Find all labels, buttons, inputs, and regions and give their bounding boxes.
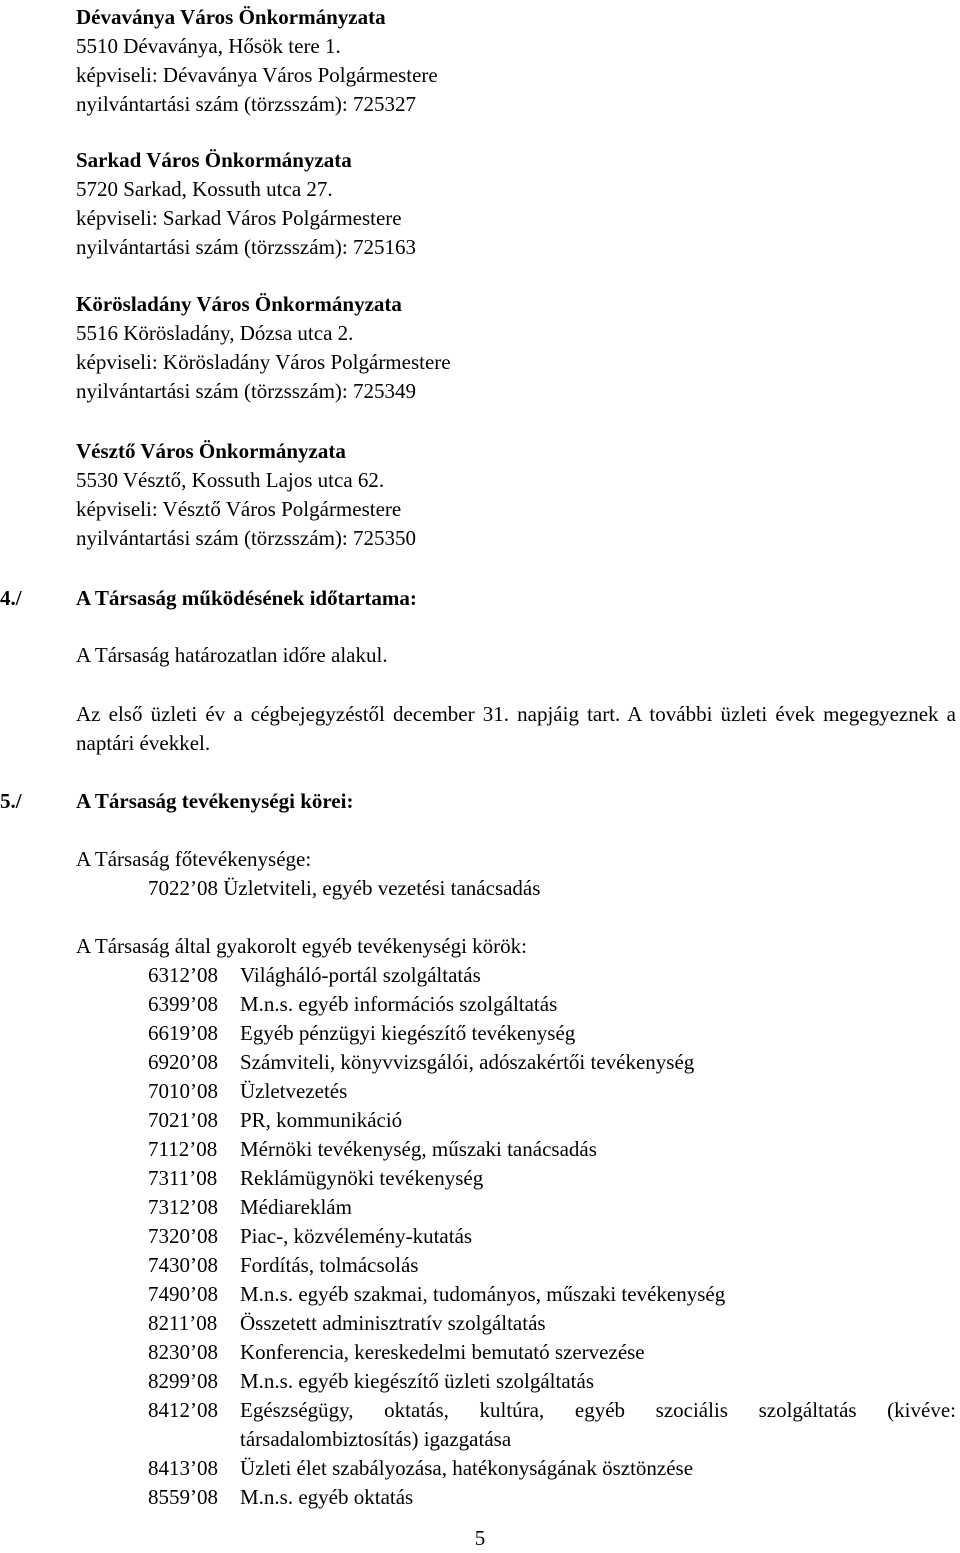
activity-code: 8559’08 [148,1485,218,1509]
activity-description: M.n.s. egyéb szakmai, tudományos, műszaki tevékenység [240,1282,726,1306]
section-4-title: A Társaság működésének időtartama: [76,586,417,610]
list-item [148,1164,956,1193]
activity-code: 8413’08 [148,1456,218,1480]
activity-list [148,961,956,1512]
list-item [148,1367,956,1396]
activity-description: M.n.s. egyéb kiegészítő üzleti szolgáltatás [240,1369,594,1393]
list-item [148,1222,956,1251]
member-block-koroslodany [76,290,936,406]
activity-description: M.n.s. egyéb oktatás [240,1485,414,1509]
activity-description: Fordítás, tolmácsolás [240,1253,419,1277]
list-item [148,1251,956,1280]
member-registration: nyilvántartási szám (törzsszám): 725163 [76,235,416,259]
member-representative: képviseli: Vésztő Város Polgármestere [76,497,402,521]
list-item [148,1106,956,1135]
main-activity-label: A Társaság főtevékenysége: [76,847,312,871]
activity-description: Világháló-portál szolgáltatás [240,963,481,987]
activity-description: Egészségügy, oktatás, kultúra, egyéb szociális szolgáltatás (kivéve: társadalombiztosítás) igazgatása [240,1398,956,1451]
member-name: Dévaványa Város Önkormányzata [76,5,386,29]
activity-code: 6399’08 [148,992,218,1016]
list-item [148,990,956,1019]
page-number: 5 [474,1526,486,1550]
activity-description: Konferencia, kereskedelmi bemutató szervezése [240,1340,645,1364]
member-representative: képviseli: Dévaványa Város Polgármestere [76,63,438,87]
other-activities-label: A Társaság által gyakorolt egyéb tevékenységi körök: [76,934,527,958]
activity-description: Számviteli, könyvvizsgálói, adószakértői tevékenység [240,1050,695,1074]
member-block-veszto [76,437,936,553]
list-item [148,961,956,990]
activity-code: 8230’08 [148,1340,218,1364]
activity-description: Üzleti élet szabályozása, hatékonyságának ösztönzése [240,1456,694,1480]
list-item [148,1338,956,1367]
activity-description: Összetett adminisztratív szolgáltatás [240,1311,546,1335]
list-item [148,1280,956,1309]
activity-description: Egyéb pénzügyi kiegészítő tevékenység [240,1021,576,1045]
activity-code: 7021’08 [148,1108,218,1132]
activity-code: 7311’08 [148,1166,218,1190]
member-representative: képviseli: Körösladány Város Polgármestere [76,350,451,374]
activity-code: 7490’08 [148,1282,218,1306]
list-item [148,1019,956,1048]
list-item [148,1193,956,1222]
list-item [148,1309,956,1338]
member-registration: nyilvántartási szám (törzsszám): 725327 [76,92,416,116]
member-address: 5510 Dévaványa, Hősök tere 1. [76,34,341,58]
member-address: 5516 Körösladány, Dózsa utca 2. [76,321,354,345]
activity-code: 8299’08 [148,1369,218,1393]
activity-description: M.n.s. egyéb információs szolgáltatás [240,992,558,1016]
activity-description: Piac-, közvélemény-kutatás [240,1224,473,1248]
list-item [148,1396,956,1454]
activity-code: 8412’08 [148,1398,218,1422]
activity-code: 8211’08 [148,1311,218,1335]
activity-description: PR, kommunikáció [240,1108,403,1132]
member-registration: nyilvántartási szám (törzsszám): 725350 [76,526,416,550]
activity-code: 7312’08 [148,1195,218,1219]
activity-description: Reklámügynöki tevékenység [240,1166,484,1190]
activity-code: 6920’08 [148,1050,218,1074]
section-5-number: 5./ [0,789,22,813]
activity-description: Üzletvezetés [240,1079,348,1103]
activity-code: 7112’08 [148,1137,218,1161]
list-item [148,1135,956,1164]
activity-code: 7320’08 [148,1224,218,1248]
main-activity: 7022’08 Üzletviteli, egyéb vezetési tanácsadás [148,876,541,900]
activity-code: 7010’08 [148,1079,218,1103]
member-block-devavanya [76,3,936,119]
activity-code: 7430’08 [148,1253,218,1277]
member-name: Vésztő Város Önkormányzata [76,439,346,463]
list-item [148,1454,956,1483]
section-4-paragraph-1: A Társaság határozatlan időre alakul. [76,643,388,667]
activity-code: 6312’08 [148,963,218,987]
activity-description: Médiareklám [240,1195,352,1219]
member-address: 5530 Vésztő, Kossuth Lajos utca 62. [76,468,385,492]
section-5-title: A Társaság tevékenységi körei: [76,789,354,813]
member-name: Körösladány Város Önkormányzata [76,292,402,316]
list-item [148,1483,956,1512]
member-registration: nyilvántartási szám (törzsszám): 725349 [76,379,416,403]
activity-description: Mérnöki tevékenység, műszaki tanácsadás [240,1137,597,1161]
member-address: 5720 Sarkad, Kossuth utca 27. [76,177,333,201]
list-item [148,1048,956,1077]
section-4-number: 4./ [0,586,22,610]
member-representative: képviseli: Sarkad Város Polgármestere [76,206,402,230]
activity-code: 6619’08 [148,1021,218,1045]
section-4-paragraph-2: Az első üzleti év a cégbejegyzéstől december 31. napjáig tart. A további üzleti évek megegyeznek a naptári évekkel. [76,702,956,755]
member-block-sarkad [76,146,936,262]
member-name: Sarkad Város Önkormányzata [76,148,352,172]
list-item [148,1077,956,1106]
